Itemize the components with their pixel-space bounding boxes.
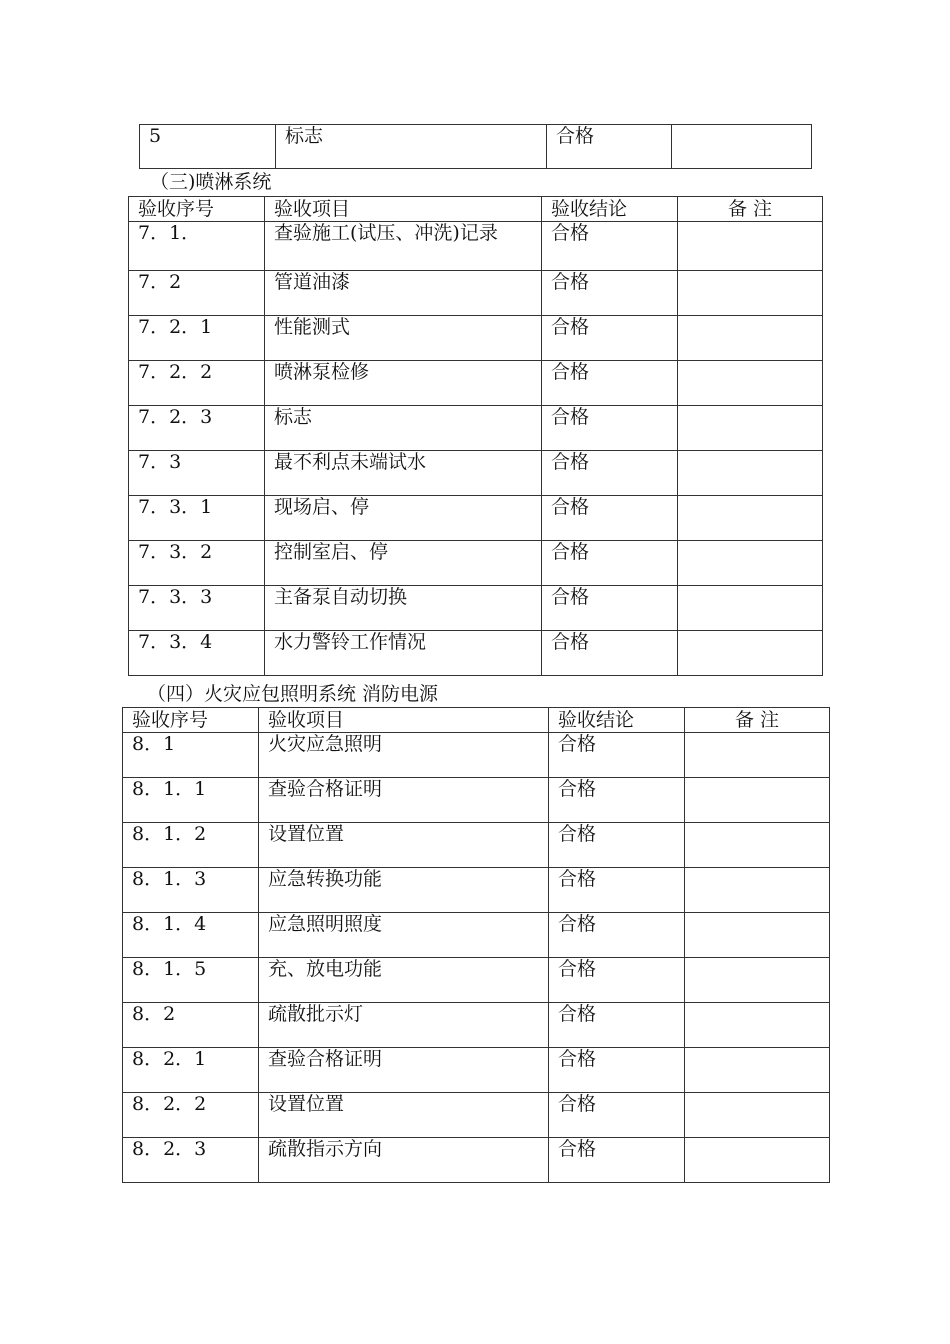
table-row xyxy=(129,222,823,271)
cell-note xyxy=(685,1093,830,1138)
table-row xyxy=(123,778,830,823)
cell-no: 8．2．2 xyxy=(123,1093,259,1138)
cell-result: 合格 xyxy=(549,823,685,868)
cell-result: 合格 xyxy=(549,1138,685,1183)
cell-note xyxy=(685,778,830,823)
cell-note xyxy=(685,868,830,913)
cell-result: 合格 xyxy=(542,271,678,316)
section-caption-emergency-lighting: （四）火灾应包照明系统 消防电源 xyxy=(147,683,439,705)
header-note: 备 注 xyxy=(685,708,830,733)
cell-result: 合格 xyxy=(542,361,678,406)
header-item: 验收项目 xyxy=(259,708,549,733)
cell-no: 7．2 xyxy=(129,271,265,316)
cell-no: 8．2．1 xyxy=(123,1048,259,1093)
cell-no: 7．3．1 xyxy=(129,496,265,541)
cell-result: 合格 xyxy=(549,913,685,958)
cell-no: 7．2．2 xyxy=(129,361,265,406)
cell-note xyxy=(678,541,823,586)
header-item: 验收项目 xyxy=(265,197,542,222)
cell-result: 合格 xyxy=(549,1048,685,1093)
cell-result: 合格 xyxy=(547,125,672,169)
cell-note xyxy=(678,586,823,631)
cell-item: 标志 xyxy=(276,125,547,169)
cell-note xyxy=(685,823,830,868)
header-no: 验收序号 xyxy=(123,708,259,733)
cell-no: 8．2．3 xyxy=(123,1138,259,1183)
cell-item: 水力警铃工作情况 xyxy=(265,631,542,676)
cell-no: 7．3．2 xyxy=(129,541,265,586)
header-no: 验收序号 xyxy=(129,197,265,222)
cell-no: 7．3．4 xyxy=(129,631,265,676)
cell-note xyxy=(678,451,823,496)
cell-no: 7．2．3 xyxy=(129,406,265,451)
cell-no: 8．1．4 xyxy=(123,913,259,958)
cell-item: 疏散批示灯 xyxy=(259,1003,549,1048)
cell-no: 8．1．2 xyxy=(123,823,259,868)
table-row xyxy=(129,361,823,406)
cell-item: 性能测式 xyxy=(265,316,542,361)
cell-item: 现场启、停 xyxy=(265,496,542,541)
cell-note xyxy=(685,958,830,1003)
cell-item: 最不利点未端试水 xyxy=(265,451,542,496)
table-row xyxy=(129,451,823,496)
table-row xyxy=(123,733,830,778)
cell-note xyxy=(685,1048,830,1093)
table-row xyxy=(129,316,823,361)
table-row xyxy=(123,1003,830,1048)
cell-item: 疏散指示方向 xyxy=(259,1138,549,1183)
cell-item: 火灾应急照明 xyxy=(259,733,549,778)
cell-item: 设置位置 xyxy=(259,823,549,868)
cell-result: 合格 xyxy=(542,631,678,676)
cell-no: 5 xyxy=(140,125,276,169)
header-result: 验收结论 xyxy=(542,197,678,222)
cell-item: 设置位置 xyxy=(259,1093,549,1138)
cell-result: 合格 xyxy=(542,222,678,271)
cell-note xyxy=(678,631,823,676)
table-header-row xyxy=(123,708,830,733)
cell-item: 查验合格证明 xyxy=(259,1048,549,1093)
cell-no: 7．2．1 xyxy=(129,316,265,361)
table-row xyxy=(123,958,830,1003)
cell-note xyxy=(678,496,823,541)
cell-item: 喷淋泵检修 xyxy=(265,361,542,406)
cell-result: 合格 xyxy=(549,868,685,913)
cell-item: 应急照明照度 xyxy=(259,913,549,958)
table-row xyxy=(140,125,812,169)
cell-result: 合格 xyxy=(542,406,678,451)
cell-note xyxy=(678,316,823,361)
top-table xyxy=(139,124,812,169)
cell-no: 7．3 xyxy=(129,451,265,496)
cell-result: 合格 xyxy=(549,1003,685,1048)
sprinkler-table xyxy=(128,196,823,676)
cell-note xyxy=(685,1003,830,1048)
emergency-lighting-table xyxy=(122,707,830,1183)
cell-no: 8．1 xyxy=(123,733,259,778)
header-result: 验收结论 xyxy=(549,708,685,733)
table-row xyxy=(123,868,830,913)
cell-note xyxy=(678,222,823,271)
table-row xyxy=(123,823,830,868)
table-row xyxy=(129,631,823,676)
cell-item: 控制室启、停 xyxy=(265,541,542,586)
table-row xyxy=(129,496,823,541)
cell-no: 8．1．3 xyxy=(123,868,259,913)
cell-result: 合格 xyxy=(542,541,678,586)
table-row xyxy=(123,913,830,958)
cell-result: 合格 xyxy=(542,316,678,361)
table-row xyxy=(129,541,823,586)
table-row xyxy=(123,1093,830,1138)
table-row xyxy=(123,1138,830,1183)
cell-note xyxy=(685,1138,830,1183)
cell-result: 合格 xyxy=(549,733,685,778)
section-caption-sprinkler: （三)喷淋系统 xyxy=(150,171,272,193)
cell-item: 充、放电功能 xyxy=(259,958,549,1003)
cell-note xyxy=(685,733,830,778)
cell-no: 7．3．3 xyxy=(129,586,265,631)
table-row xyxy=(129,586,823,631)
cell-item: 查验合格证明 xyxy=(259,778,549,823)
cell-no: 7．1． xyxy=(129,222,265,271)
cell-item: 主备泵自动切换 xyxy=(265,586,542,631)
cell-result: 合格 xyxy=(542,496,678,541)
cell-result: 合格 xyxy=(549,958,685,1003)
cell-note xyxy=(672,125,812,169)
cell-no: 8．1．1 xyxy=(123,778,259,823)
cell-note xyxy=(678,361,823,406)
cell-result: 合格 xyxy=(542,451,678,496)
cell-note xyxy=(678,271,823,316)
table-row xyxy=(129,406,823,451)
cell-note xyxy=(678,406,823,451)
cell-result: 合格 xyxy=(549,1093,685,1138)
cell-no: 8．2 xyxy=(123,1003,259,1048)
cell-result: 合格 xyxy=(542,586,678,631)
cell-result: 合格 xyxy=(549,778,685,823)
cell-item: 查验施工(试压、冲洗)记录 xyxy=(265,222,542,271)
cell-item: 应急转换功能 xyxy=(259,868,549,913)
cell-no: 8．1．5 xyxy=(123,958,259,1003)
cell-item: 标志 xyxy=(265,406,542,451)
cell-note xyxy=(685,913,830,958)
table-row xyxy=(129,271,823,316)
header-note: 备 注 xyxy=(678,197,823,222)
table-header-row xyxy=(129,197,823,222)
table-row xyxy=(123,1048,830,1093)
cell-item: 管道油漆 xyxy=(265,271,542,316)
